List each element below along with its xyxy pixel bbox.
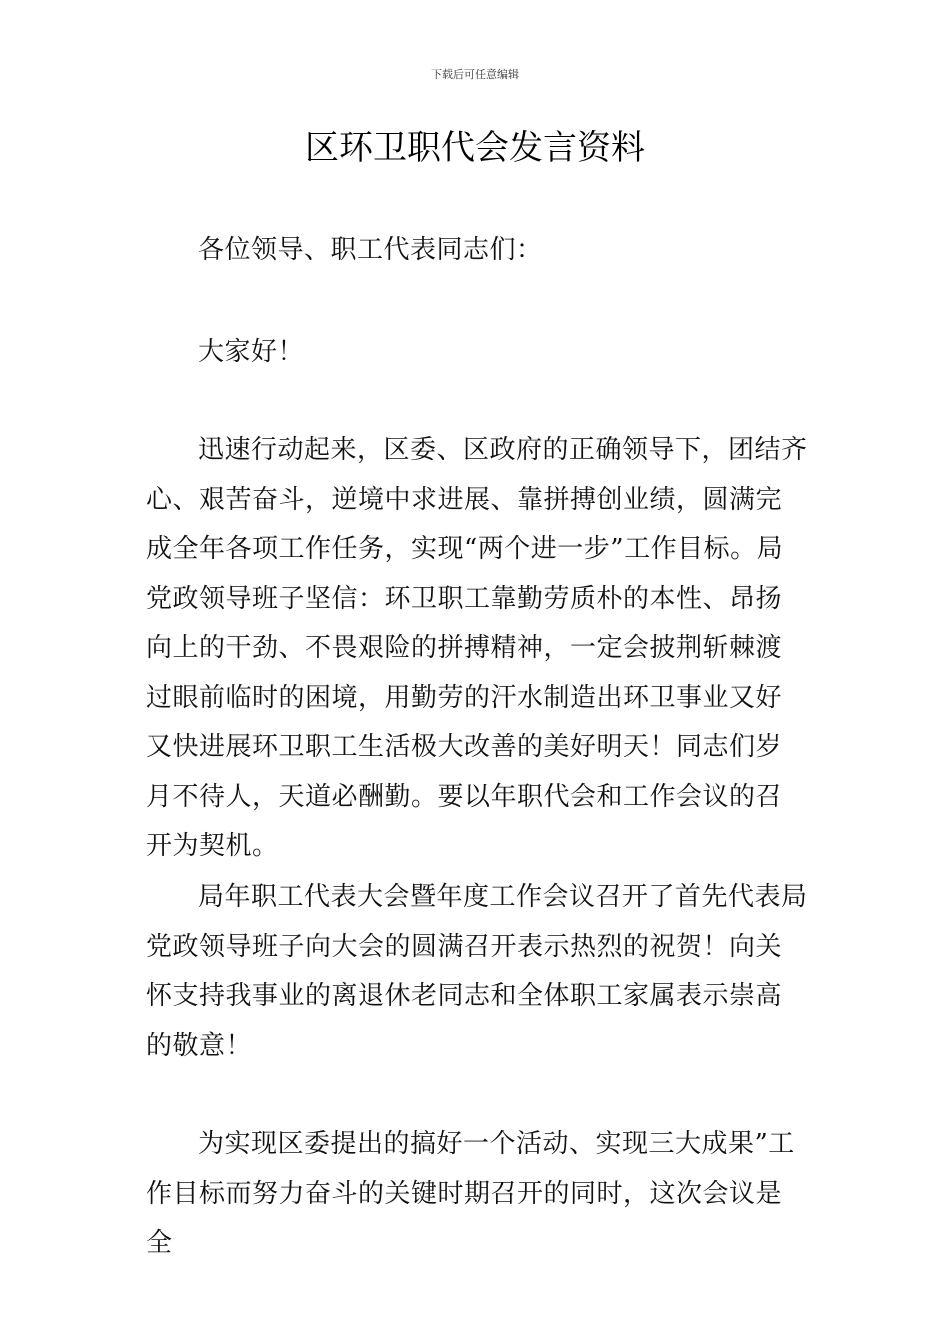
body-paragraph-2: 局年职工代表大会暨年度工作会议召开了首先代表局党政领导班子向大会的圆满召开表示热烈的祝贺！向关怀支持我事业的离退休老同志和全体职工家属表示崇高的敬意！ xyxy=(146,882,808,1061)
body-paragraph-1: 迅速行动起来，区委、区政府的正确领导下，团结齐心、艰苦奋斗，逆境中求进展、靠拼搏创业绩，圆满完成全年各项工作任务，实现“两个进一步”工作目标。局党政领导班子坚信：环卫职工靠勤劳质朴的本性、昂扬向上的干劲、不畏艰险的拼搏精神，一定会披荆斩棘渡过眼前临时的困境，用勤劳的汗水制造出环卫事业又好又快进展环卫职工生活极大改善的美好明天！同志们岁月不待人，天道必酬勤。要以年职代会和工作会议的召开为契机。 xyxy=(146,435,808,861)
body-paragraph-3: 为实现区委提出的搞好一个活动、实现三大成果”工作目标而努力奋斗的关键时期召开的同时，这次会议是全 xyxy=(146,1129,795,1258)
greeting-paragraph: 各位领导、职工代表同志们： xyxy=(198,235,543,265)
document-title: 区环卫职代会发言资料 xyxy=(305,128,645,168)
header-note: 下载后可任意编辑 xyxy=(431,68,519,81)
hello-paragraph: 大家好！ xyxy=(198,337,305,367)
